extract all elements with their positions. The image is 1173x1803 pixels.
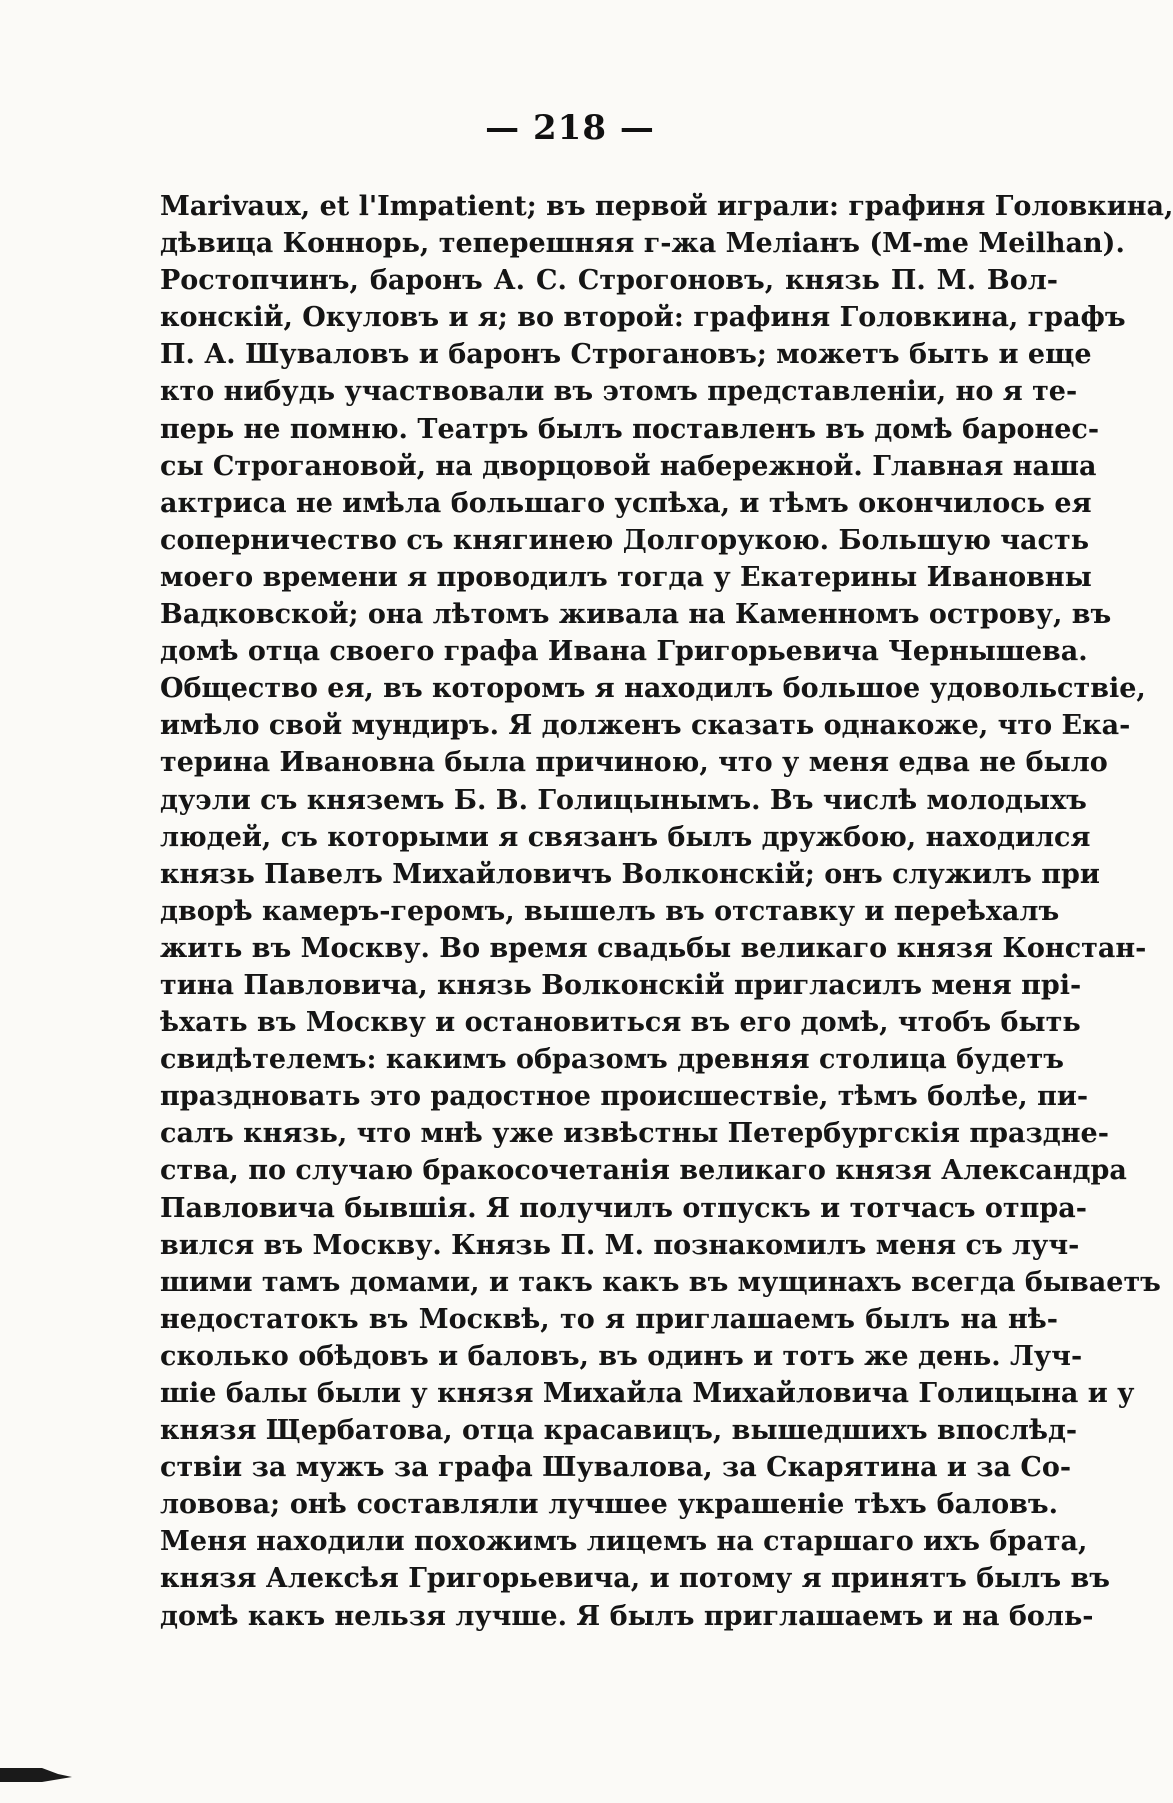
text-line: дворѣ камеръ-геромъ, вышелъ въ отставку и переѣхалъ <box>160 895 1060 927</box>
text-line: князя Щербатова, отца красавицъ, вышедшихъ впослѣд- <box>160 1415 1078 1447</box>
text-line: шіе балы были у князя Михайла Михайловича Голицына и у <box>160 1378 1135 1409</box>
scan-edge-mark-icon <box>0 1762 72 1786</box>
text-line: П. А. Шуваловъ и баронъ Строгановъ; можетъ быть и еще <box>160 339 1092 371</box>
text-line: жить въ Москву. Во время свадьбы великаго князя Констан- <box>160 932 1147 964</box>
text-line: актриса не имѣла большаго успѣха, и тѣмъ окончилось ея <box>160 487 1092 519</box>
text-line: Павловича бывшія. Я получилъ отпускъ и тотчасъ отпра- <box>160 1192 1087 1224</box>
text-line: кто нибудь участвовали въ этомъ представленіи, но я те- <box>160 376 1078 408</box>
text-line: дѣвица Коннорь, теперешняя г-жа Меліанъ (M-me Meilhan). <box>160 228 1125 260</box>
text-line: моего времени я проводилъ тогда у Екатерины Ивановны <box>160 561 1092 593</box>
text-line: праздновать это радостное происшествіе, тѣмъ болѣе, пи- <box>160 1081 1089 1113</box>
text-line: дуэли съ княземъ Б. В. Голицынымъ. Въ числѣ молодыхъ <box>160 784 1087 816</box>
text-line: недостатокъ въ Москвѣ, то я приглашаемъ былъ на нѣ- <box>160 1303 1058 1335</box>
text-line: князь Павелъ Михайловичъ Волконскій; онъ служилъ при <box>160 858 1100 890</box>
text-line: князя Алексѣя Григорьевича, и потому я принятъ былъ въ <box>160 1563 1110 1595</box>
text-line: терина Ивановна была причиною, что у меня едва не было <box>160 747 1108 779</box>
text-line: Вадковской; она лѣтомъ живала на Каменномъ острову, въ <box>160 599 1112 631</box>
text-line: ловова; онѣ составляли лучшее украшеніе тѣхъ баловъ. <box>160 1489 1058 1521</box>
text-line: ствіи за мужъ за графа Шувалова, за Скарятина и за Со- <box>160 1452 1072 1484</box>
text-line: Ростопчинъ, баронъ А. С. Строгоновъ, князь П. М. Вол- <box>160 265 1058 297</box>
page-number: — 218 — <box>485 108 655 148</box>
text-line: Marivaux, et l'Impatient; въ первой играли: графиня Головкина, <box>160 191 1173 222</box>
text-line: тина Павловича, князь Волконскій пригласилъ меня прі- <box>160 969 1082 1001</box>
text-line: домѣ отца своего графа Ивана Григорьевича Чернышева. <box>160 636 1088 668</box>
text-line: ства, по случаю бракосочетанія великаго князя Александра <box>160 1155 1127 1187</box>
text-line: ѣхать въ Москву и остановиться въ его домѣ, чтобъ быть <box>160 1007 1081 1039</box>
text-line: Общество ея, въ которомъ я находилъ большое удовольствіе, <box>160 673 1146 705</box>
text-line: сы Строгановой, на дворцовой набережной. Главная наша <box>160 450 1097 482</box>
text-line: вился въ Москву. Князь П. М. познакомилъ меня съ луч- <box>160 1229 1080 1261</box>
text-line: соперничество съ княгинею Долгорукою. Большую часть <box>160 524 1090 556</box>
text-line: людей, съ которыми я связанъ былъ дружбою, находился <box>160 821 1091 853</box>
text-line: сколько обѣдовъ и баловъ, въ одинъ и тотъ же день. Луч- <box>160 1340 1083 1372</box>
body-text <box>160 188 1173 1635</box>
text-line: домѣ какъ нельзя лучше. Я былъ приглашаемъ и на боль- <box>160 1600 1094 1632</box>
text-line: Меня находили похожимъ лицемъ на старшаго ихъ брата, <box>160 1526 1088 1558</box>
text-line: перь не помню. Театръ былъ поставленъ въ домѣ баронес- <box>160 413 1100 445</box>
text-line: свидѣтелемъ: какимъ образомъ древняя столица будетъ <box>160 1044 1064 1076</box>
text-line: салъ князь, что мнѣ уже извѣстны Петербургскія праздне- <box>160 1118 1109 1150</box>
text-line: шими тамъ домами, и такъ какъ въ мущинахъ всегда бываетъ <box>160 1266 1161 1298</box>
text-line: имѣло свой мундиръ. Я долженъ сказать однакоже, что Ека- <box>160 710 1131 742</box>
text-line: конскій, Окуловъ и я; во второй: графиня Головкина, графъ <box>160 302 1126 334</box>
